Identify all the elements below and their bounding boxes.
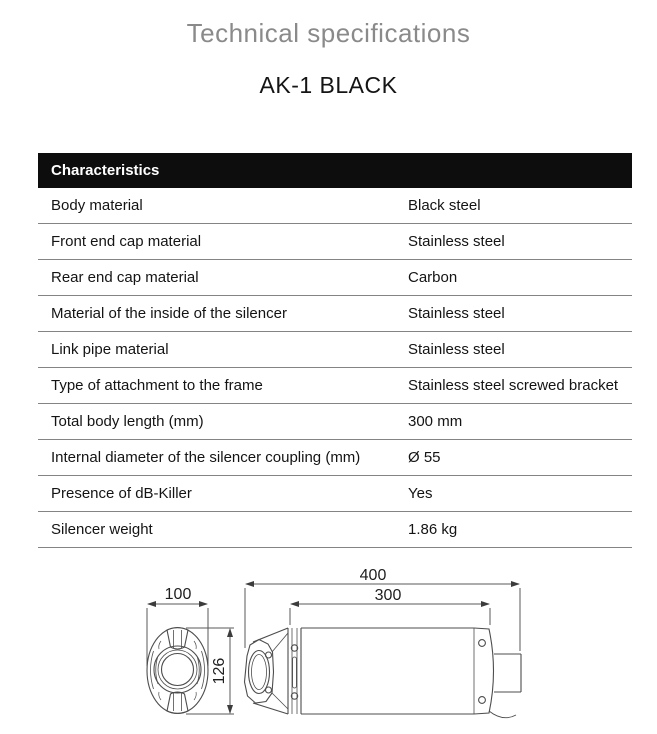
spec-value: Ø 55 — [408, 449, 441, 466]
spec-label: Material of the inside of the silencer — [51, 305, 287, 322]
characteristics-table — [38, 153, 632, 548]
silencer-dimension-drawing — [0, 554, 657, 734]
table-row — [38, 368, 632, 404]
spec-value: Stainless steel — [408, 233, 505, 250]
table-row — [38, 476, 632, 512]
spec-label: Link pipe material — [51, 341, 169, 358]
silencer-front-view — [147, 628, 208, 714]
table-row — [38, 260, 632, 296]
spec-value: Stainless steel — [408, 341, 505, 358]
spec-label: Front end cap material — [51, 233, 202, 250]
table-row — [38, 188, 632, 224]
table-rows — [38, 188, 632, 548]
spec-label: Body material — [51, 197, 143, 214]
table-row — [38, 332, 632, 368]
table-row — [38, 440, 632, 476]
spec-label: Presence of dB-Killer — [51, 485, 192, 502]
spec-value: 300 mm — [408, 413, 463, 430]
spec-value: Black steel — [408, 197, 481, 214]
dim-label-126: 126 — [211, 657, 228, 685]
spec-label: Silencer weight — [51, 521, 153, 538]
dim-label-100: 100 — [164, 586, 192, 603]
spec-value: Carbon — [408, 269, 458, 286]
page-title: Technical specifications — [186, 18, 471, 48]
spec-value: Stainless steel screwed bracket — [408, 377, 619, 394]
table-header: Characteristics — [38, 153, 632, 188]
spec-label: Rear end cap material — [51, 269, 199, 286]
dim-label-400: 400 — [359, 567, 387, 584]
table-row — [38, 224, 632, 260]
table-row — [38, 404, 632, 440]
dimension-body-length — [290, 604, 490, 625]
technical-drawing — [0, 554, 657, 734]
spec-value: Stainless steel — [408, 305, 505, 322]
spec-value: 1.86 kg — [408, 521, 458, 538]
spec-label: Total body length (mm) — [51, 413, 204, 430]
spec-value: Yes — [408, 485, 433, 502]
silencer-side-view — [245, 628, 522, 718]
product-name: AK-1 BLACK — [259, 72, 398, 98]
table-row — [38, 296, 632, 332]
spec-label: Type of attachment to the frame — [51, 377, 263, 394]
spec-label: Internal diameter of the silencer coupling (mm) — [51, 449, 361, 466]
table-row — [38, 512, 632, 548]
dim-label-300: 300 — [374, 587, 402, 604]
dimension-front-width — [147, 604, 208, 666]
